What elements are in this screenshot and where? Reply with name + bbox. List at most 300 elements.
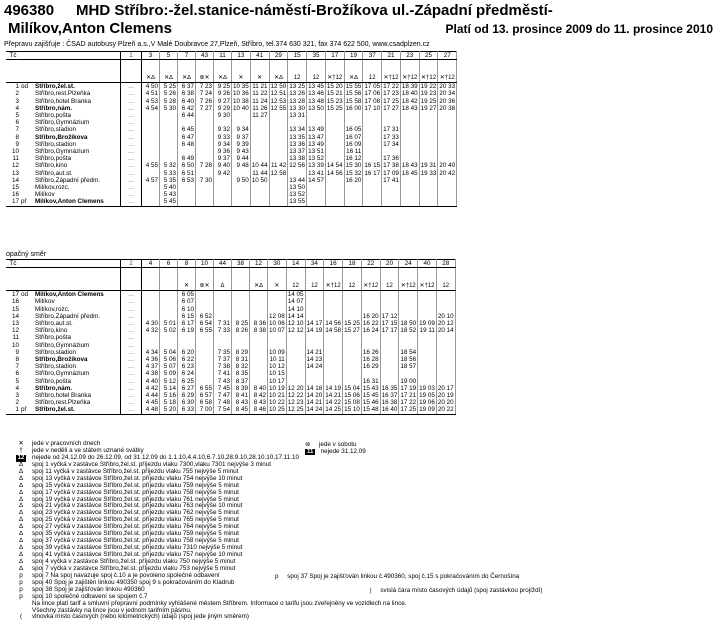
notes-spacer: [20, 60, 34, 83]
departure-time: 10 15: [269, 370, 285, 378]
stop-flag: [20, 184, 34, 191]
legend-symbol: ∆: [19, 537, 23, 545]
departure-time: 7 30: [196, 177, 214, 184]
departure-time: [232, 170, 251, 177]
departure-time: [436, 306, 455, 313]
departure-time: [363, 148, 382, 155]
stop-km: 14: [11, 176, 19, 184]
legend-text: spoj 15 vyčká v zastávce Stříbro,žel.st. příjezdu vlaku 759 nejvýše 5 minut: [32, 481, 239, 489]
departure-time: [142, 298, 160, 305]
legend-symbol: ∆: [19, 502, 23, 510]
timetable-row: [6, 306, 455, 313]
stop-km: 8: [15, 356, 19, 364]
departure-time: 18 57: [400, 363, 417, 371]
departure-time: [305, 298, 324, 305]
departure-time: 6 42: [178, 105, 196, 112]
departure-time: [363, 184, 382, 191]
departure-time: 5 25: [160, 83, 178, 91]
departure-time: [160, 112, 178, 119]
departure-time: [305, 378, 324, 385]
departure-time: [324, 349, 343, 356]
legend-text: spoj 41 vyčká v zastávce Stříbro,žel.st. příjezdu vlaku 757 nejvýše 10 minut: [32, 551, 243, 558]
legend-symbol: ∆: [19, 544, 23, 552]
departure-time: [232, 119, 251, 126]
stop-km: 7: [15, 126, 19, 134]
departure-time: [288, 170, 307, 177]
departure-time: [196, 148, 214, 155]
trip-number: 15: [288, 52, 307, 60]
stop-name: Stříbro,pošta: [34, 155, 121, 162]
departure-time: 8 43: [232, 399, 250, 406]
legend-badge: 12: [17, 454, 25, 461]
departure-time: 12 20: [287, 384, 304, 392]
departure-time: …: [121, 177, 142, 184]
departure-time: 5 02: [160, 327, 178, 334]
departure-time: [343, 342, 362, 349]
trip-note: ✕†12: [382, 60, 401, 83]
departure-time: [363, 155, 382, 162]
stop-flag: [20, 298, 34, 305]
departure-time: 16 15: [364, 162, 381, 170]
departure-time: 16 20: [345, 176, 362, 184]
departure-time: 12 12: [287, 327, 304, 335]
departure-time: 5 18: [160, 399, 178, 406]
stop-km: 3: [15, 392, 19, 400]
departure-time: [142, 191, 160, 198]
departure-time: …: [121, 356, 142, 363]
departure-time: 20 14: [437, 327, 454, 335]
departure-time: …: [121, 148, 142, 155]
departure-time: [436, 291, 455, 299]
stop-km: 10: [11, 341, 19, 349]
departure-time: 8 45: [232, 406, 250, 414]
departure-time: [305, 291, 324, 299]
departure-time: [232, 306, 250, 313]
departure-time: 14 05: [287, 291, 304, 299]
departure-time: [418, 363, 437, 370]
departure-time: [436, 356, 455, 363]
departure-time: 5 40: [160, 184, 178, 191]
trip-note: 12: [380, 268, 399, 291]
departure-time: 7 48: [214, 399, 232, 406]
departure-time: 5 33: [160, 170, 178, 177]
trip-note: ✕†12: [418, 268, 437, 291]
departure-time: [196, 291, 214, 299]
stop-flag: [20, 105, 34, 112]
departure-time: [286, 334, 305, 341]
trip-note: ✕∆: [142, 60, 160, 83]
trip-note: ✕: [232, 60, 251, 83]
departure-time: [196, 141, 214, 148]
departure-time: [232, 313, 250, 320]
departure-time: 13 49: [308, 140, 324, 148]
legend-symbol: p: [19, 571, 23, 579]
trip-note: ✕: [250, 60, 269, 83]
departure-time: 17 25: [400, 406, 417, 414]
departure-time: [436, 298, 455, 305]
stop-name: Stříbro,Gymnázium: [34, 342, 121, 349]
trip-note: ✕†12: [419, 60, 438, 83]
departure-time: 10 12: [269, 363, 285, 371]
departure-time: 7 33: [214, 327, 232, 334]
departure-time: 14 10: [287, 305, 304, 313]
header: [4, 2, 715, 38]
departure-time: [214, 291, 232, 299]
departure-time: 13 55: [289, 198, 306, 206]
legend-text: jede v pracovních dnech: [32, 440, 101, 447]
departure-time: 15 56: [345, 90, 362, 98]
departure-time: 5 16: [160, 392, 178, 399]
departure-time: 17 23: [383, 90, 399, 98]
stop-flag: [20, 126, 34, 133]
departure-time: 9 25: [214, 83, 232, 91]
timetable-row: [6, 184, 457, 191]
departure-time: [142, 148, 160, 155]
timetable-row: [6, 90, 457, 97]
departure-time: [268, 342, 287, 349]
departure-time: [268, 334, 287, 341]
departure-time: …: [121, 105, 142, 112]
departure-time: 9 44: [232, 155, 251, 162]
departure-time: [344, 112, 363, 119]
departure-time: 18 50: [400, 320, 417, 328]
departure-time: 7 54: [214, 406, 232, 414]
departure-time: 16 17: [364, 169, 381, 177]
departure-time: 8 35: [232, 370, 250, 377]
departure-time: [214, 313, 232, 320]
departure-time: …: [121, 170, 142, 177]
departure-time: 7 00: [196, 406, 214, 414]
legend-text: spoj 40 Spoj je zajištěn linkou 490350 spoj 9 s pokračováním do Kladrub: [32, 578, 235, 586]
timetable-row: [6, 177, 457, 184]
departure-time: 13 30: [289, 104, 306, 112]
trip-number: 20: [380, 260, 399, 268]
stop-flag: [20, 141, 34, 148]
trip-note: ✕†12: [324, 268, 343, 291]
departure-time: [286, 349, 305, 356]
carrier-info: Přepravu zajišťuje : ČSAD autobusy Plzeň a.s.,V Malé Doubravce 27,Plzeň, Stříbro, tel.374 630 321, fax 374 622 500, www.csadplzen.cz: [4, 41, 430, 48]
departure-time: 10 07: [269, 327, 285, 335]
departure-time: [325, 126, 344, 133]
departure-time: [324, 363, 343, 370]
departure-time: 7 47: [214, 392, 232, 399]
departure-time: 6 29: [178, 392, 196, 399]
notes-spacer: [6, 60, 20, 83]
departure-time: 10 22: [269, 399, 285, 407]
departure-time: 17 09: [383, 169, 399, 177]
departure-time: 16 35: [381, 384, 398, 392]
departure-time: [324, 306, 343, 313]
stop-name: Stříbro,aut.st.: [34, 170, 121, 177]
departure-time: [250, 356, 268, 363]
departure-time: 8 40: [250, 385, 268, 392]
departure-time: 8 26: [232, 327, 250, 334]
departure-time: 6 44: [178, 112, 196, 119]
departure-time: …: [121, 399, 142, 406]
departure-time: 9 36: [214, 148, 232, 155]
departure-time: [269, 148, 288, 155]
departure-time: 4 42: [142, 385, 160, 392]
stop-km: 6: [15, 119, 19, 127]
departure-time: [418, 342, 437, 349]
departure-time: [250, 370, 268, 377]
departure-time: …: [121, 306, 142, 313]
departure-time: 14 57: [308, 176, 324, 184]
departure-time: [343, 356, 362, 363]
stop-name: Milíkov,rozc.: [34, 184, 121, 191]
trip-notes-row: [6, 268, 455, 291]
departure-time: 12 22: [287, 392, 304, 400]
departure-time: 14 22: [325, 399, 342, 407]
departure-time: …: [121, 83, 142, 91]
departure-time: 17 21: [400, 392, 417, 400]
departure-time: [196, 378, 214, 385]
trip-note: ✕: [268, 268, 287, 291]
departure-time: 10 36: [233, 90, 249, 98]
departure-time: 19 00: [400, 377, 417, 385]
departure-time: [363, 191, 382, 198]
departure-time: [178, 191, 196, 198]
trip-number: 8: [178, 260, 196, 268]
departure-time: [363, 112, 382, 119]
departure-time: 20 40: [439, 162, 456, 170]
departure-time: 4 32: [142, 327, 160, 334]
departure-time: [325, 119, 344, 126]
departure-time: 7 31: [214, 320, 232, 327]
departure-time: 15 10: [344, 406, 360, 414]
departure-time: 16 26: [362, 348, 379, 356]
stop-name: Stříbro,Brožíkova: [34, 356, 121, 363]
departure-time: 13 38: [289, 155, 306, 163]
departure-time: 17 19: [400, 384, 417, 392]
departure-time: 13 52: [289, 191, 306, 199]
departure-time: 13 34: [289, 126, 306, 134]
legend-symbol: ∆: [19, 495, 23, 503]
departure-time: …: [121, 198, 142, 206]
timetable-row: [6, 155, 457, 162]
departure-time: [325, 191, 344, 198]
departure-time: [286, 342, 305, 349]
departure-time: 19 27: [420, 104, 437, 112]
departure-time: 15 55: [345, 83, 362, 91]
stop-name: Stříbro,stadion: [34, 363, 121, 370]
trip-number: 10: [196, 260, 214, 268]
departure-time: 6 48: [178, 141, 196, 148]
departure-time: 17 31: [383, 126, 399, 134]
stop-name: Stříbro,kino: [34, 162, 121, 169]
departure-time: 19 09: [419, 406, 435, 414]
departure-time: [250, 342, 268, 349]
departure-time: …: [121, 342, 142, 349]
departure-time: 16 00: [345, 104, 362, 112]
departure-time: 8 25: [232, 320, 250, 327]
departure-time: [214, 342, 232, 349]
departure-time: 12 23: [287, 399, 304, 407]
departure-time: [250, 349, 268, 356]
departure-time: 15 32: [345, 169, 362, 177]
departure-time: 13 44: [289, 176, 306, 184]
trip-number: 41: [250, 52, 269, 60]
departure-time: 17 34: [383, 140, 399, 148]
departure-time: [419, 119, 438, 126]
bar-note: | svislá čára místo časových údajů (spoj zastávkou projíždí): [370, 587, 543, 594]
departure-time: 20 36: [439, 97, 456, 105]
departure-time: 5 28: [160, 98, 178, 105]
stop-flag: [20, 112, 34, 119]
trip-note: ✕: [178, 268, 196, 291]
departure-time: 11 27: [252, 112, 268, 120]
departure-time: 19 31: [420, 162, 437, 170]
departure-time: [250, 291, 268, 299]
departure-time: 5 12: [160, 378, 178, 385]
legend-symbol: p: [19, 585, 23, 593]
departure-time: 4 44: [142, 392, 160, 399]
departure-time: [142, 306, 160, 313]
departure-time: [214, 198, 232, 206]
legend-text: jede v neděli a ve státem uznané svátky: [32, 446, 144, 454]
departure-time: [400, 191, 419, 198]
saturday-note: ⊚ jede v sobotu: [305, 441, 357, 448]
departure-time: [399, 370, 418, 377]
notes-spacer: [20, 268, 34, 291]
trip-number: 35: [307, 52, 326, 60]
departure-time: [305, 334, 324, 341]
departure-time: 12 50: [270, 83, 287, 91]
stop-name: Stříbro,rest.Plzeňka: [34, 399, 121, 406]
departure-time: [269, 134, 288, 141]
departure-time: [214, 177, 232, 184]
departure-time: 16 37: [381, 392, 398, 400]
departure-time: [418, 291, 437, 299]
departure-time: [160, 291, 178, 299]
departure-time: 16 24: [362, 327, 379, 335]
trip-number: 2: [121, 260, 142, 268]
departure-time: 10 19: [269, 384, 285, 392]
stop-km: 16: [11, 191, 19, 199]
departure-time: …: [121, 291, 142, 299]
departure-time: [160, 119, 178, 126]
stop-flag: [20, 155, 34, 162]
trip-number: 3: [142, 52, 160, 60]
legend-text: spoj 37 vyčká v zastávce Stříbro,žel.st. příjezdu vlaku 758 nejvýše 5 minut: [32, 537, 239, 545]
departure-time: 9 42: [214, 170, 232, 177]
direction-label: opačný směr: [6, 251, 47, 258]
departure-time: [324, 356, 343, 363]
stop-name: Stříbro,žel.st.: [34, 406, 121, 414]
trip-number: 7: [178, 52, 196, 60]
trip-note: ✕†12: [400, 60, 419, 83]
departure-time: 6 22: [178, 356, 196, 363]
departure-time: 9 29: [214, 105, 232, 112]
departure-time: 10 09: [269, 348, 285, 356]
stop-name: Milíkov,Anton Clemens: [34, 198, 121, 206]
departure-time: [160, 141, 178, 148]
departure-time: [307, 119, 326, 126]
timetable-row: [6, 191, 457, 198]
timetable-row: [6, 298, 455, 305]
legend-symbol: p: [19, 592, 23, 600]
departure-time: [325, 112, 344, 119]
departure-time: 19 06: [419, 399, 435, 407]
departure-time: [363, 119, 382, 126]
stop-km: 8: [15, 133, 19, 141]
timetable-row: [6, 83, 457, 91]
departure-time: [380, 298, 399, 305]
departure-time: [196, 191, 214, 198]
departure-time: 13 26: [289, 90, 306, 98]
departure-time: 18 52: [400, 327, 417, 335]
stop-flag: [20, 306, 34, 313]
trip-number: 18: [343, 260, 362, 268]
stop-name: Stříbro,pošta: [34, 378, 121, 385]
departure-time: [380, 334, 399, 341]
departure-time: [343, 378, 362, 385]
stop-km: 7: [15, 363, 19, 371]
departure-time: [250, 155, 269, 162]
departure-time: 10 06: [269, 320, 285, 328]
departure-time: 17 25: [383, 97, 399, 105]
departure-time: [307, 184, 326, 191]
timetable-row: [6, 342, 455, 349]
trip-header-row: [6, 52, 457, 60]
departure-time: 8 43: [250, 399, 268, 406]
stop-flag: [20, 320, 34, 327]
departure-time: [419, 141, 438, 148]
departure-time: [160, 155, 178, 162]
legend-symbol: ∆: [19, 481, 23, 489]
stop-km: 4: [15, 384, 19, 392]
departure-time: …: [121, 298, 142, 305]
departure-time: [250, 119, 269, 126]
departure-time: [142, 334, 160, 341]
departure-time: 15 58: [345, 97, 362, 105]
departure-time: [343, 298, 362, 305]
departure-time: [438, 141, 457, 148]
departure-time: [160, 148, 178, 155]
departure-time: [343, 313, 362, 320]
departure-time: 7 37: [214, 356, 232, 363]
departure-time: 5 43: [160, 191, 178, 198]
stop-km: 12: [11, 162, 19, 170]
stop-flag: [20, 90, 34, 97]
stop-km: 12: [11, 327, 19, 335]
departure-time: [438, 119, 457, 126]
legend-text: spoj 27 vyčká v zastávce Stříbro,žel.st. příjezdu vlaku 764 nejvýše 5 minut: [32, 523, 239, 531]
timetable-row: [6, 170, 457, 177]
departure-time: 19 09: [419, 320, 435, 328]
departure-time: 13 25: [289, 83, 306, 91]
departure-time: [250, 313, 268, 320]
departure-time: 9 34: [214, 141, 232, 148]
departure-time: 4 34: [142, 349, 160, 356]
stop-name: Stříbro,stadion: [34, 126, 121, 133]
departure-time: [286, 363, 305, 370]
departure-time: …: [121, 385, 142, 392]
departure-time: [400, 155, 419, 162]
departure-time: [250, 134, 269, 141]
departure-time: 16 40: [381, 406, 398, 414]
departure-time: [250, 363, 268, 370]
departure-time: 17 36: [383, 155, 399, 163]
departure-time: [268, 298, 287, 305]
departure-time: 17 08: [364, 97, 381, 105]
departure-time: [438, 148, 457, 155]
trip-number: 14: [286, 260, 305, 268]
departure-time: [160, 334, 178, 341]
departure-time: [214, 306, 232, 313]
trip-number: 34: [305, 260, 324, 268]
departure-time: [325, 134, 344, 141]
